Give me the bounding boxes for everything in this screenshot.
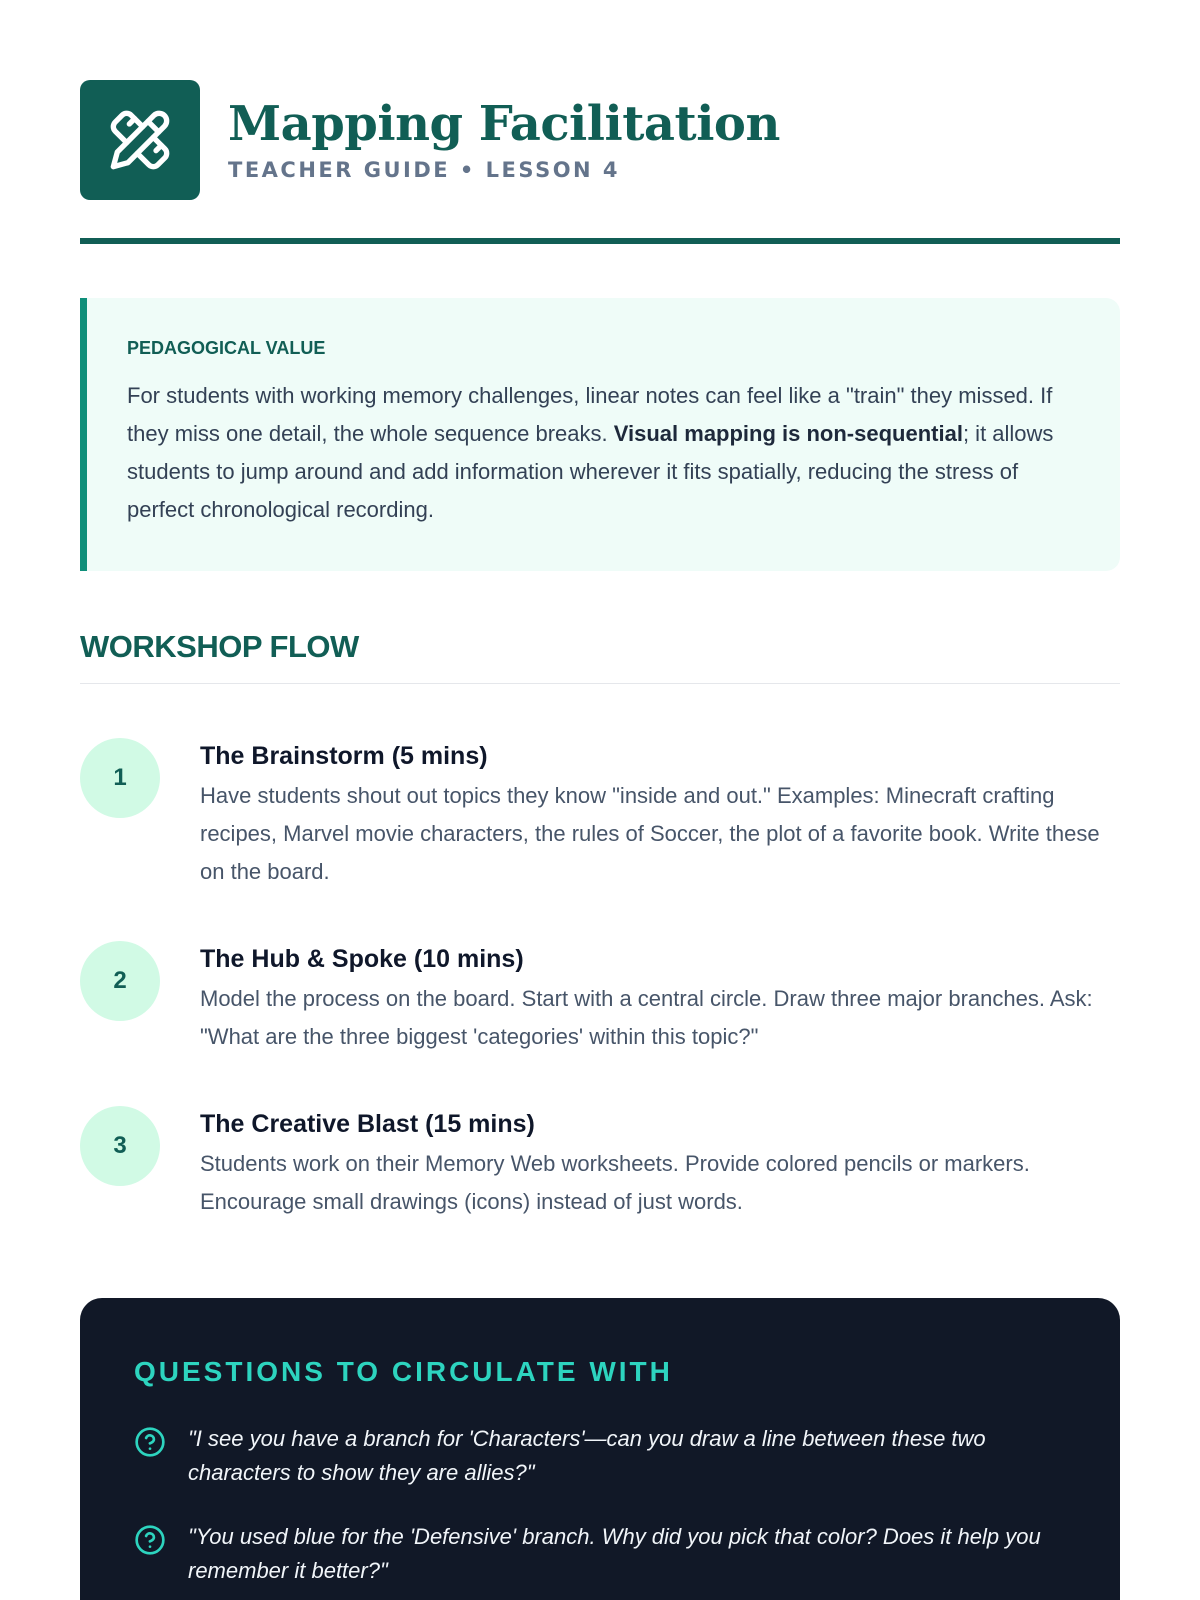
step-description: Students work on their Memory Web worksheets. Provide colored pencils or markers. Encourage small drawings (icons) instead of just words. — [200, 1151, 1030, 1214]
step-title: The Creative Blast (15 mins) — [200, 1110, 535, 1138]
step-title: The Hub & Spoke (10 mins) — [200, 945, 524, 973]
questions-title: QUESTIONS TO CIRCULATE WITH — [134, 1356, 673, 1387]
callout-text-before: For students with working memory challenges, linear notes can feel like a "train" they missed. If they miss one detail, the whole sequence breaks. — [127, 383, 1053, 446]
callout-label: PEDAGOGICAL VALUE — [127, 338, 326, 358]
question-text: "I see you have a branch for 'Characters'—can you draw a line between these two characters to show they are allies?" — [188, 1426, 986, 1485]
step-number-badge: 1 — [80, 738, 160, 818]
question-circle-icon — [134, 1524, 166, 1556]
step-description: Have students shout out topics they know "inside and out." Examples: Minecraft crafting recipes, Marvel movie characters, the rules of Soccer, the plot of a favorite book. Write these on the board. — [200, 783, 1100, 884]
pedagogical-value-callout — [80, 298, 1120, 571]
step-item — [80, 1106, 1120, 1221]
pencil-ruler-icon — [108, 108, 172, 172]
page-title: Mapping Facilitation — [228, 95, 780, 152]
step-content — [200, 1106, 1120, 1221]
lesson-logo — [80, 80, 200, 200]
callout-text-after: ; it allows students to jump around and add information wherever it fits spatially, reducing the stress of perfect chronological recording. — [127, 421, 1054, 522]
callout-text-bold: Visual mapping is non-sequential — [613, 421, 963, 446]
step-content — [200, 738, 1120, 891]
step-title: The Brainstorm (5 mins) — [200, 742, 488, 770]
question-item — [134, 1422, 1066, 1490]
questions-panel — [80, 1298, 1120, 1600]
step-content — [200, 941, 1120, 1056]
page-subtitle: TEACHER GUIDE • LESSON 4 — [228, 158, 621, 183]
step-number-badge: 2 — [80, 941, 160, 1021]
workshop-steps — [80, 738, 1120, 1221]
step-number-badge: 3 — [80, 1106, 160, 1186]
question-text: "You used blue for the 'Defensive' branch. Why did you pick that color? Does it help you remember it better?" — [188, 1524, 1041, 1583]
step-item — [80, 738, 1120, 891]
step-description: Model the process on the board. Start with a central circle. Draw three major branches. Ask: "What are the three biggest 'categories' within this topic?" — [200, 986, 1093, 1049]
callout-body — [127, 377, 1074, 529]
section-title: WORKSHOP FLOW — [80, 629, 1120, 684]
step-item — [80, 941, 1120, 1056]
question-circle-icon — [134, 1426, 166, 1458]
title-block — [228, 95, 780, 183]
question-item — [134, 1520, 1066, 1588]
page-header — [80, 80, 1120, 244]
